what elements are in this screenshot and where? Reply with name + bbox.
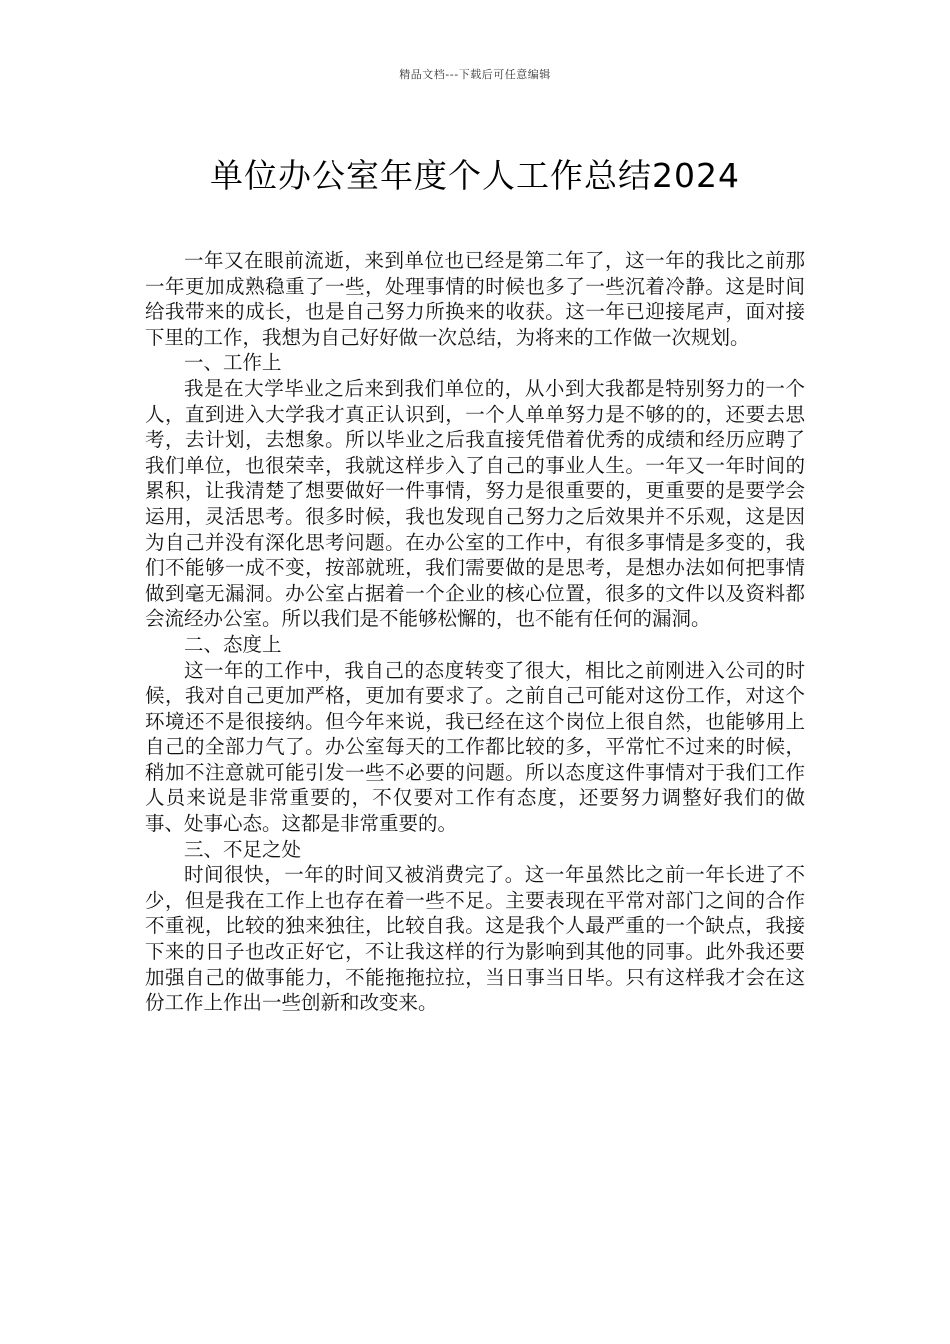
section-heading-work: 一、工作上	[184, 351, 282, 375]
section-body-attitude: 这一年的工作中，我自己的态度转变了很大，相比之前刚进入公司的时候，我对自己更加严格，更加有要求了。之前自己可能对这份工作，对这个环境还不是很接纳。但今年来说，我已经在这个岗位上很自然，也能够用上自己的全部力气了。办公室每天的工作都比较的多，平常忙不过来的时候，稍加不注意就可能引发一些不必要的问题。所以态度这件事情对于我们工作人员来说是非常重要的，不仅要对工作有态度，还要努力调整好我们的做事、处事心态。这都是非常重要的。	[145, 658, 805, 836]
section-body-work: 我是在大学毕业之后来到我们单位的，从小到大我都是特别努力的一个人，直到进入大学我才真正认识到，一个人单单努力是不够的的，还要去思考，去计划，去想象。所以毕业之后我直接凭借着优秀的成绩和经历应聘了我们单位，也很荣幸，我就这样步入了自己的事业人生。一年又一年时间的累积，让我清楚了想要做好一件事情，努力是很重要的，更重要的是要学会运用，灵活思考。很多时候，我也发现自己努力之后效果并不乐观，这是因为自己并没有深化思考问题。在办公室的工作中，有很多事情是多变的，我们不能够一成不变，按部就班，我们需要做的是思考，是想办法如何把事情做到毫无漏洞。办公室占据着一个企业的核心位置，很多的文件以及资料都会流经办公室。所以我们是不能够松懈的，也不能有任何的漏洞。	[145, 376, 805, 631]
document-title: 单位办公室年度个人工作总结2024	[210, 156, 740, 196]
document-body	[145, 248, 805, 1016]
intro-paragraph: 一年又在眼前流逝，来到单位也已经是第二年了，这一年的我比之前那一年更加成熟稳重了一些，处理事情的时候也多了一些沉着冷静。这是时间给我带来的成长，也是自己努力所换来的收获。这一年已迎接尾声，面对接下里的工作，我想为自己好好做一次总结，为将来的工作做一次规划。	[145, 249, 805, 349]
section-body-shortcomings: 时间很快，一年的时间又被消费完了。这一年虽然比之前一年长进了不少，但是我在工作上也存在着一些不足。主要表现在平常对部门之间的合作不重视，比较的独来独往，比较自我。这是我个人最严重的一个缺点，我接下来的日子也改正好它，不让我这样的行为影响到其他的同事。此外我还要加强自己的做事能力，不能拖拖拉拉，当日事当日毕。只有这样我才会在这份工作上作出一些创新和改变来。	[145, 863, 805, 1015]
header-note: 精品文档---下载后可任意编辑	[399, 68, 551, 81]
section-heading-attitude: 二、态度上	[184, 632, 282, 656]
section-heading-shortcomings: 三、不足之处	[184, 837, 302, 861]
